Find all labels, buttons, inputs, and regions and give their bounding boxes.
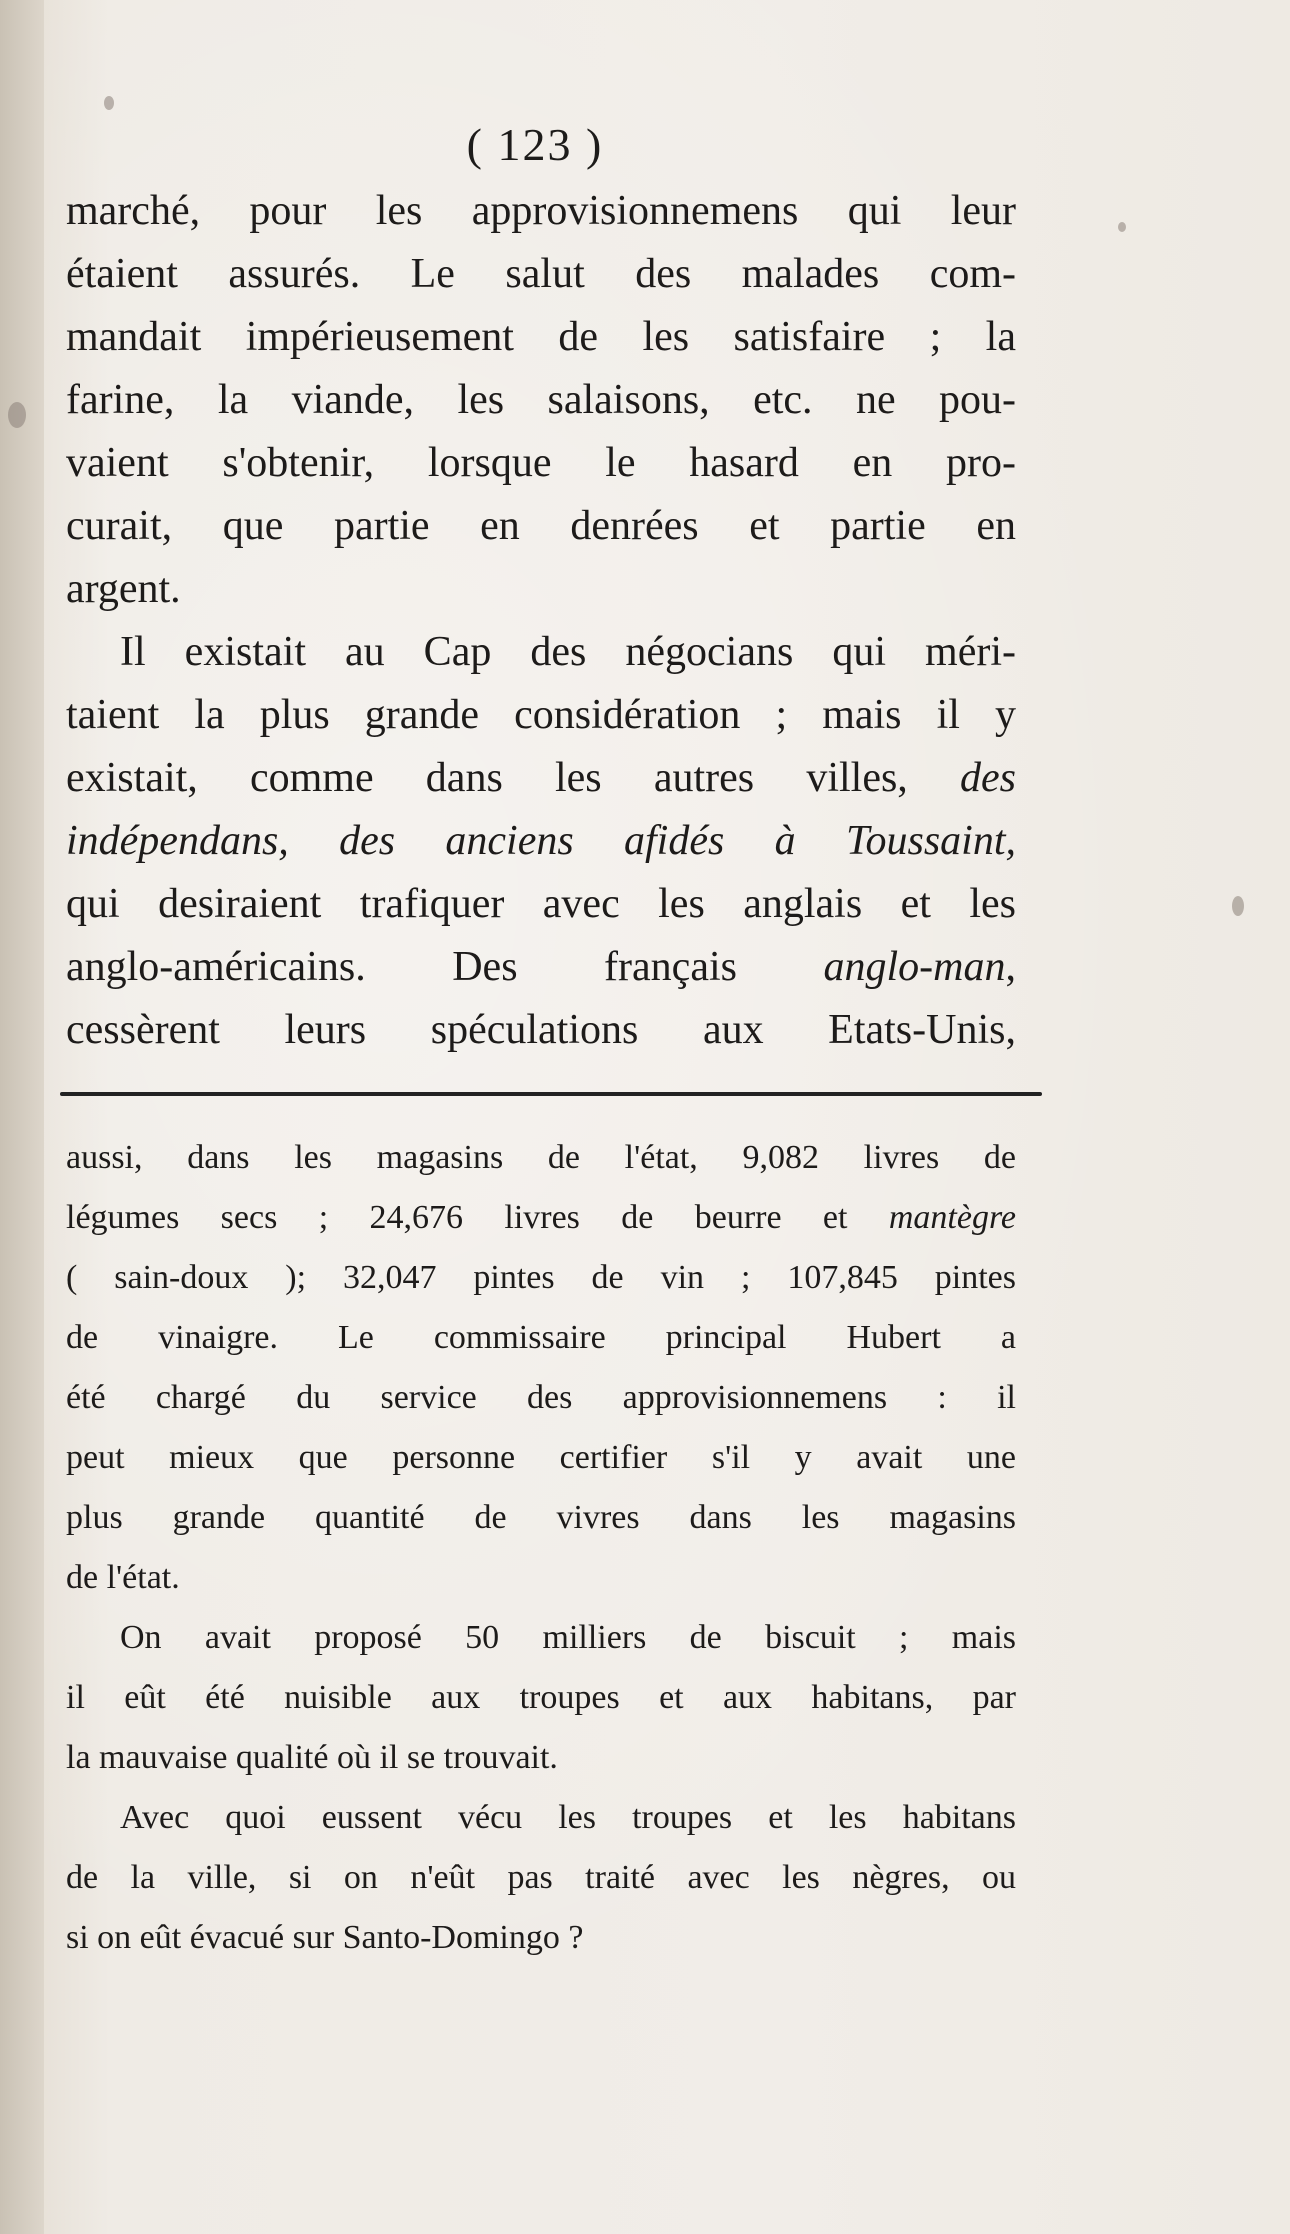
text-line [66, 747, 1016, 810]
ink-spot [104, 96, 114, 110]
footnote-line [66, 1188, 1016, 1248]
footnote-rule [60, 1092, 1042, 1096]
footnote-line: de vinaigre. Le commissaire principal Hubert a [66, 1319, 1016, 1356]
text-segment: légumes secs ; 24,676 livres de beurre et [66, 1199, 848, 1236]
footnote-line: il eût été nuisible aux troupes et aux habitans, par [66, 1679, 1016, 1716]
footnote-line: peut mieux que personne certifier s'il y avait une [66, 1439, 1016, 1476]
text-line: curait, que partie en denrées et partie en [66, 503, 1016, 549]
text-line: mandait impérieusement de les satisfaire ; la [66, 314, 1016, 360]
text-segment: , [1005, 944, 1017, 990]
footnote-line: été chargé du service des approvisionnemens : il [66, 1379, 1016, 1416]
footnote-line: de l'état. [66, 1559, 180, 1596]
main-text-block [66, 180, 1016, 1062]
text-line: cessèrent leurs spéculations aux Etats-Unis, [66, 1007, 1016, 1053]
ink-spot [1232, 896, 1244, 916]
footnote-line: Avec quoi eussent vécu les troupes et les habitans [120, 1799, 1016, 1836]
footnote-block [66, 1128, 1016, 1968]
text-line: qui desiraient trafiquer avec les anglais et les [66, 881, 1016, 927]
footnote-line: ( sain-doux ); 32,047 pintes de vin ; 107,845 pintes [66, 1259, 1016, 1296]
italic-segment: mantègre [888, 1199, 1017, 1236]
footnote-line: On avait proposé 50 milliers de biscuit ; mais [120, 1619, 1016, 1656]
footnote-line: de la ville, si on n'eût pas traité avec les nègres, ou [66, 1859, 1016, 1896]
text-line: vaient s'obtenir, lorsque le hasard en pro- [66, 440, 1016, 486]
footnote-line: la mauvaise qualité où il se trouvait. [66, 1739, 558, 1776]
text-line [66, 936, 1016, 999]
text-line: taient la plus grande considération ; mais il y [66, 692, 1016, 738]
text-segment: existait, comme dans les autres villes, [66, 755, 908, 801]
text-line: Il existait au Cap des négocians qui méri- [120, 629, 1016, 675]
text-line: argent. [66, 566, 181, 612]
text-line: farine, la viande, les salaisons, etc. ne pou- [66, 377, 1016, 423]
ink-spot [1118, 222, 1126, 232]
footnote-line: si on eût évacué sur Santo-Domingo ? [66, 1919, 584, 1956]
text-line: étaient assurés. Le salut des malades com- [66, 251, 1016, 297]
page-number: ( 123 ) [466, 119, 604, 170]
italic-segment: indépendans, des anciens afidés à Toussaint, [66, 818, 1016, 864]
italic-segment: anglo-man [823, 944, 1006, 990]
footnote-line: plus grande quantité de vivres dans les magasins [66, 1499, 1016, 1536]
text-line: marché, pour les approvisionnemens qui leur [66, 188, 1016, 234]
text-segment: anglo-américains. Des français [66, 944, 737, 990]
footnote-line: aussi, dans les magasins de l'état, 9,082 livres de [66, 1139, 1016, 1176]
italic-segment: des [960, 755, 1017, 801]
text-line [66, 810, 1016, 873]
ink-spot [8, 402, 26, 428]
page-gutter [0, 0, 44, 2234]
